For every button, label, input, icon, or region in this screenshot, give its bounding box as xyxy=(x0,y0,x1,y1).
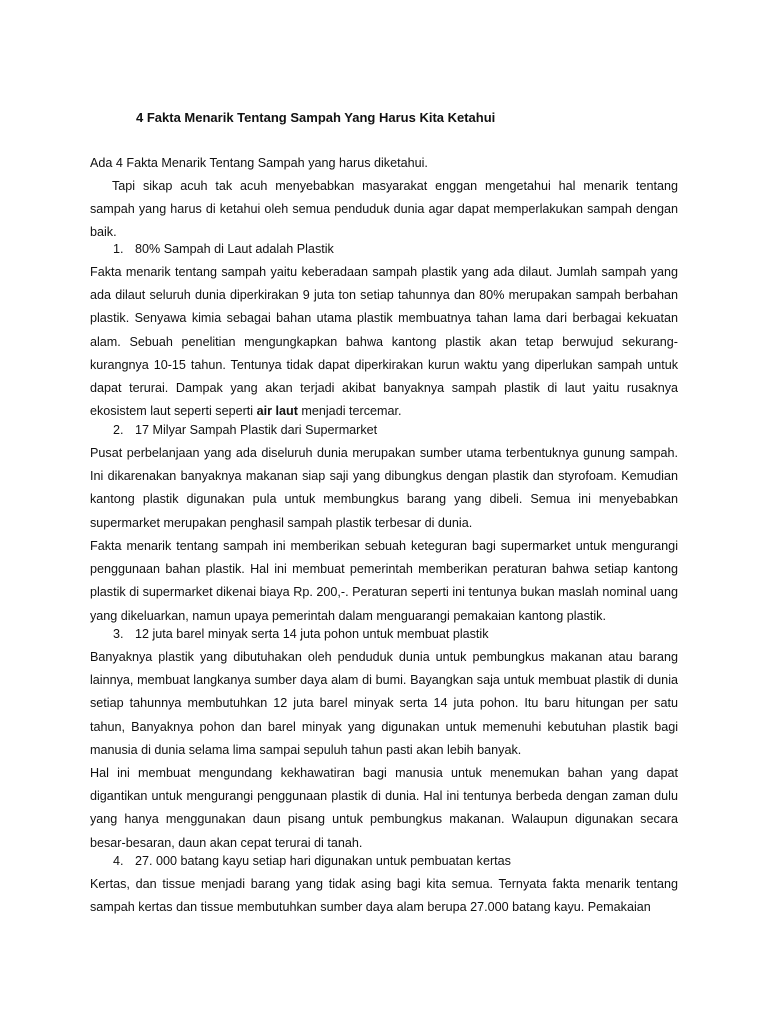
intro-paragraph: Tapi sikap acuh tak acuh menyebabkan masyarakat enggan mengetahui hal menarik tentang sampah yang harus di ketahui oleh semua penduduk dunia agar dapat memperlakukan sampah dengan baik. xyxy=(90,179,678,240)
intro-line: Ada 4 Fakta Menarik Tentang Sampah yang harus diketahui. xyxy=(90,156,428,170)
fact-3-number: 3. xyxy=(113,627,124,641)
fact-3-heading xyxy=(113,623,489,646)
fact-4-paragraph-1: Kertas, dan tissue menjadi barang yang tidak asing bagi kita semua. Ternyata fakta menarik tentang sampah kertas dan tissue membutuhkan sumber daya alam berupa 27.000 batang kayu. Pemakaian xyxy=(90,877,678,915)
fact-1-paragraph xyxy=(90,261,678,423)
fact-1-text: Fakta menarik tentang sampah yaitu keberadaan sampah plastik yang ada dilaut. Jumlah sampah yang ada dilaut seluruh dunia diperkirakan 9 juta ton setiap tahunnya dan 80% merupakan sampah berbahan plastik. Senyawa kimia sebagai bahan utama plastik membuatnya tahan lama dari berbagai kekuatan alam. Sebuah penelitian mengungkapkan bahwa kantong plastik akan tetap berwujud sekurang-kurangnya 10-15 tahun. Tentunya tidak dapat diperkirakan kurun waktu yang diperlukan sampah untuk dapat terurai. Dampak yang akan terjadi akibat banyaknya sampah plastik di laut yaitu rusaknya ekosistem laut seperti seperti xyxy=(90,265,678,419)
fact-1-number: 1. xyxy=(113,242,124,256)
fact-2-number: 2. xyxy=(113,423,124,437)
fact-2-paragraph-1: Pusat perbelanjaan yang ada diseluruh dunia merupakan sumber utama terbentuknya gunung sampah. Ini dikarenakan banyaknya makanan siap saji yang dibungkus dengan plastik dan styrofoam. Kemudian kantong plastik digunakan pula untuk membungkus barang yang dibeli. Semua ini menyebabkan supermarket merupakan penghasil sampah plastik terbesar di dunia. xyxy=(90,446,678,530)
fact-2-paragraph-2: Fakta menarik tentang sampah ini memberikan sebuah keteguran bagi supermarket untuk mengurangi penggunaan bahan plastik. Hal ini membuat pemerintah memberikan peraturan bahwa setiap kantong plastik di supermarket dikenai biaya Rp. 200,-. Peraturan seperti ini tentunya bukan maslah nominal uang yang dikeluarkan, namun upaya pemerintah dalam menguarangi pemakaian kantong plastik. xyxy=(90,539,678,623)
fact-1-bold-term: air laut xyxy=(256,404,298,419)
fact-4-title: 27. 000 batang kayu setiap hari digunakan untuk pembuatan kertas xyxy=(135,854,511,868)
fact-4-number: 4. xyxy=(113,854,124,868)
fact-1-title: 80% Sampah di Laut adalah Plastik xyxy=(135,242,334,256)
document-title: 4 Fakta Menarik Tentang Sampah Yang Harus Kita Ketahui xyxy=(136,110,496,125)
fact-1-heading xyxy=(113,238,334,261)
fact-2-heading xyxy=(113,419,377,442)
fact-3-paragraph-2: Hal ini membuat mengundang kekhawatiran bagi manusia untuk menemukan bahan yang dapat digantikan untuk mengurangi penggunaan plastik di dunia. Hal ini tentunya berbeda dengan zaman dulu yang hanya menggunakan daun pisang untuk pembungkus makanan. Walaupun digunakan secara besar-besaran, daun akan cepat terurai di tanah. xyxy=(90,766,678,850)
fact-2-title: 17 Milyar Sampah Plastik dari Supermarket xyxy=(135,423,378,437)
fact-1-text-end: menjadi tercemar. xyxy=(301,404,402,419)
fact-3-title: 12 juta barel minyak serta 14 juta pohon untuk membuat plastik xyxy=(135,627,489,641)
fact-4-heading xyxy=(113,850,511,873)
fact-3-paragraph-1: Banyaknya plastik yang dibutuhakan oleh penduduk dunia untuk pembungkus makanan atau barang lainnya, membuat langkanya sumber daya alam di bumi. Bayangkan saja untuk membuat plastik di dunia setiap tahunnya membutuhkan 12 juta barel minyak serta 14 juta pohon. Itu baru hitungan per satu tahun, Banyaknya pohon dan barel minyak yang digunakan untuk memenuhi kebutuhan plastik bagi manusia di dunia selama lima sampai sepuluh tahun pasti akan lebih banyak. xyxy=(90,650,678,757)
